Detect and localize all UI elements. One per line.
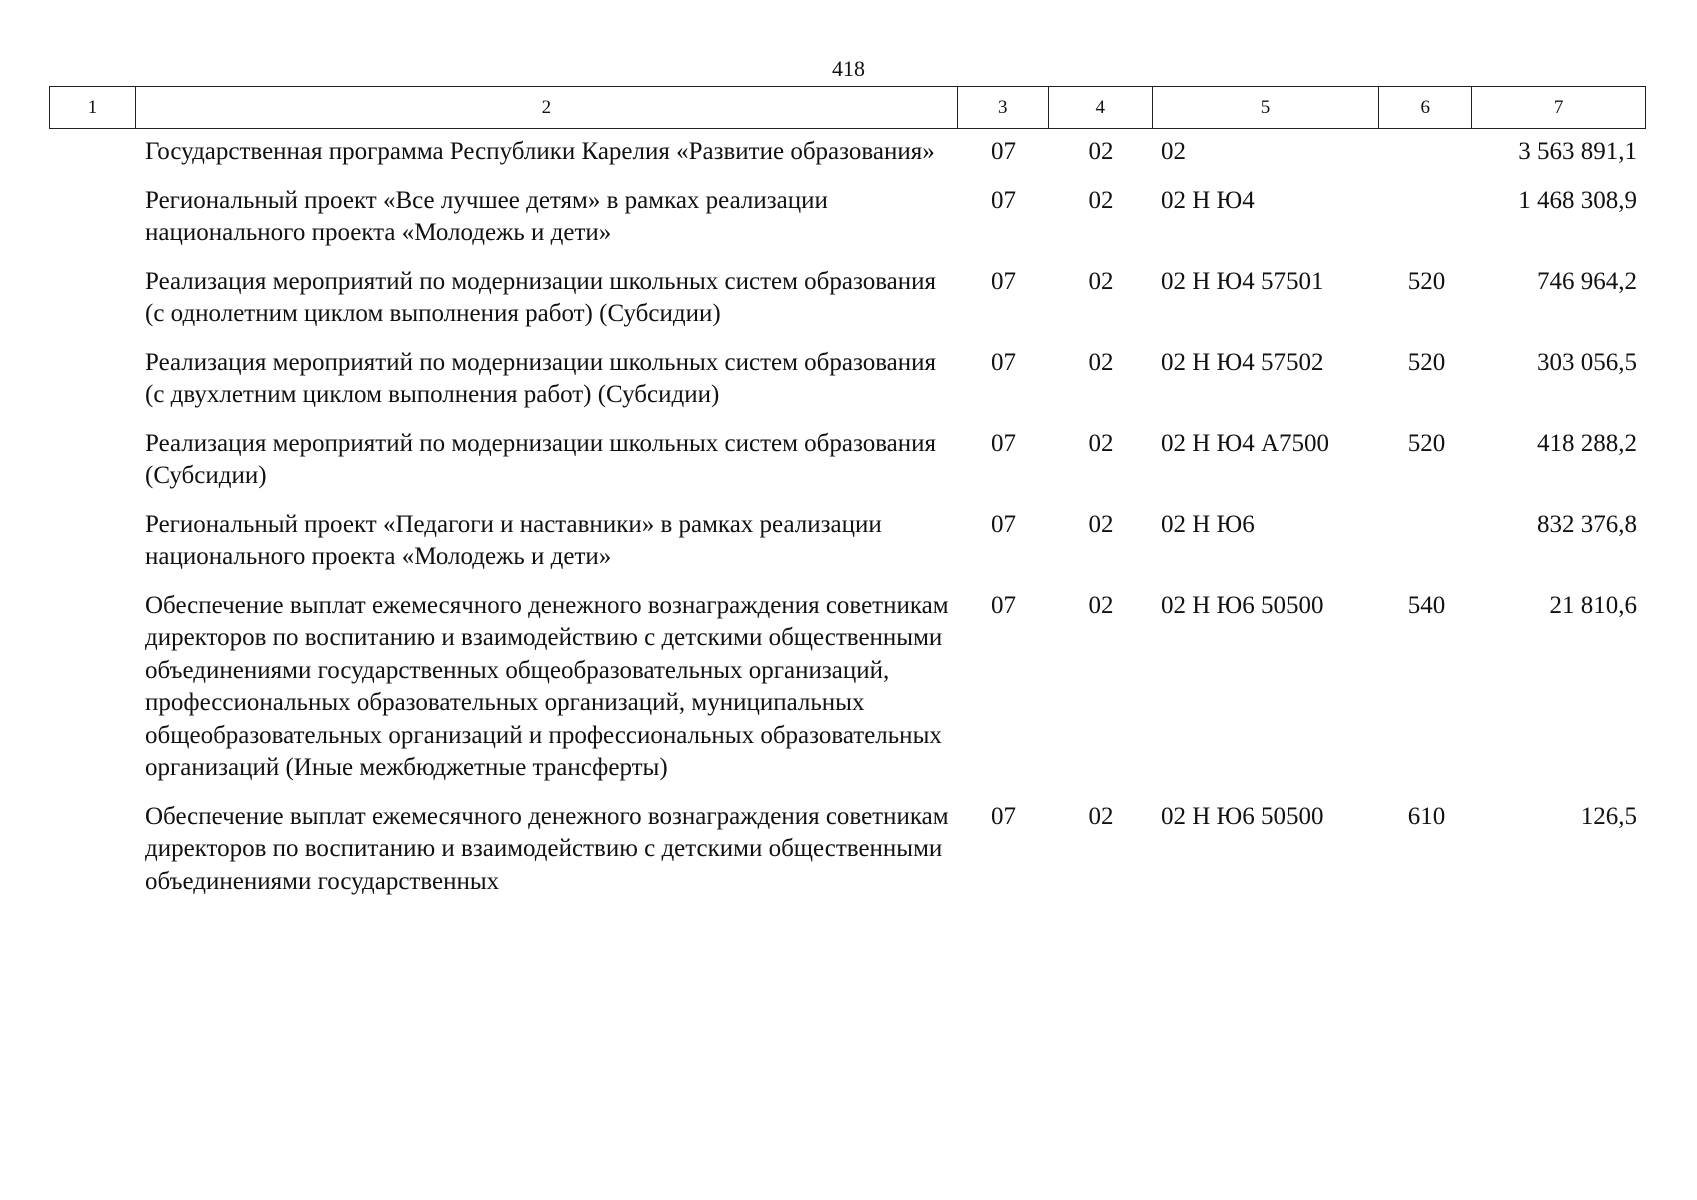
row-subsection: 02 (1088, 510, 1114, 538)
row-sum: 832 376,8 (1537, 510, 1637, 538)
row-expense-type: 520 (1407, 429, 1446, 457)
row-target-article: 02 Н Ю6 50500 (1161, 802, 1324, 830)
row-name: Региональный проект «Педагоги и наставники» в рамках реализации национального проекта «Молодежь и дети» (145, 510, 882, 570)
row-number-cell (49, 185, 135, 250)
row-sum: 1 468 308,9 (1518, 186, 1637, 214)
header-col-1: 1 (50, 87, 136, 128)
row-sum: 303 056,5 (1537, 348, 1637, 376)
table-body (49, 136, 1646, 914)
row-number-cell (49, 266, 135, 331)
row-name: Реализация мероприятий по модернизации школьных систем образования (с двухлетним циклом выполнения работ) (Субсидии) (145, 348, 937, 408)
row-target-article: 02 (1161, 138, 1186, 165)
row-section: 07 (991, 348, 1016, 376)
header-col-6: 6 (1379, 87, 1472, 128)
row-section: 07 (991, 591, 1016, 619)
row-sum: 126,5 (1580, 802, 1637, 830)
row-expense-type (1380, 185, 1473, 250)
header-col-5: 5 (1153, 87, 1380, 128)
row-subsection: 02 (1088, 802, 1114, 830)
row-subsection: 02 (1088, 591, 1114, 619)
header-col-7: 7 (1553, 96, 1564, 118)
row-section: 07 (991, 186, 1016, 214)
row-number-cell (49, 590, 135, 785)
table-header (49, 86, 1646, 129)
row-expense-type: 610 (1407, 802, 1446, 830)
row-number-cell (49, 347, 135, 412)
row-sum: 3 563 891,1 (1518, 138, 1637, 165)
row-section: 07 (991, 510, 1016, 538)
row-target-article: 02 Н Ю4 57502 (1161, 348, 1324, 376)
row-subsection: 02 (1088, 429, 1114, 457)
table-row (49, 590, 1646, 785)
row-subsection: 02 (1088, 348, 1114, 376)
row-target-article: 02 Н Ю4 А7500 (1161, 429, 1330, 457)
row-expense-type: 520 (1407, 348, 1446, 376)
header-col-3: 3 (958, 87, 1049, 128)
header-col-2: 2 (136, 87, 958, 128)
row-sum: 21 810,6 (1549, 591, 1637, 619)
table-row (49, 266, 1646, 331)
table-row (49, 428, 1646, 493)
row-name: Региональный проект «Все лучшее детям» в рамках реализации национального проекта «Молодежь и дети» (145, 186, 828, 246)
row-expense-type (1380, 509, 1473, 574)
row-section: 07 (991, 429, 1016, 457)
header-col-4: 4 (1049, 87, 1153, 128)
page-number: 418 (832, 56, 865, 81)
row-subsection: 02 (1088, 186, 1114, 214)
row-subsection: 02 (1088, 138, 1114, 165)
row-name: Реализация мероприятий по модернизации школьных систем образования (Субсидии) (145, 429, 937, 489)
row-expense-type: 540 (1407, 591, 1446, 619)
row-section: 07 (991, 138, 1016, 165)
row-number-cell (49, 428, 135, 493)
table-row (49, 185, 1646, 250)
row-sum: 746 964,2 (1537, 267, 1637, 295)
row-target-article: 02 Н Ю6 (1161, 510, 1255, 538)
row-expense-type: 520 (1407, 267, 1446, 295)
row-section: 07 (991, 802, 1016, 830)
row-target-article: 02 Н Ю6 50500 (1161, 591, 1324, 619)
row-number-cell (49, 801, 135, 899)
row-name: Государственная программа Республики Карелия «Развитие образования» (145, 138, 935, 165)
table-row (49, 136, 1646, 169)
row-number-cell (49, 136, 135, 169)
table-row (49, 801, 1646, 899)
row-target-article: 02 Н Ю4 57501 (1161, 267, 1324, 295)
row-target-article: 02 Н Ю4 (1161, 186, 1255, 214)
table-row (49, 347, 1646, 412)
row-section: 07 (991, 267, 1016, 295)
row-sum: 418 288,2 (1537, 429, 1637, 457)
row-subsection: 02 (1088, 267, 1114, 295)
row-number-cell (49, 509, 135, 574)
row-name: Обеспечение выплат ежемесячного денежного вознаграждения советникам директоров по воспитанию и взаимодействию с детскими общественными объединениями государственных (145, 802, 949, 895)
table-row (49, 509, 1646, 574)
row-name: Реализация мероприятий по модернизации школьных систем образования (с однолетним циклом выполнения работ) (Субсидии) (145, 267, 937, 327)
row-expense-type (1380, 136, 1473, 169)
row-name: Обеспечение выплат ежемесячного денежного вознаграждения советникам директоров по воспитанию и взаимодействию с детскими общественными объединениями государственных общеобразовательных организаций, профессиональных образовательных организаций, муниципальных общеобразовательных организаций и профессиональных образовательных организаций (Иные межбюджетные трансферты) (145, 591, 949, 781)
